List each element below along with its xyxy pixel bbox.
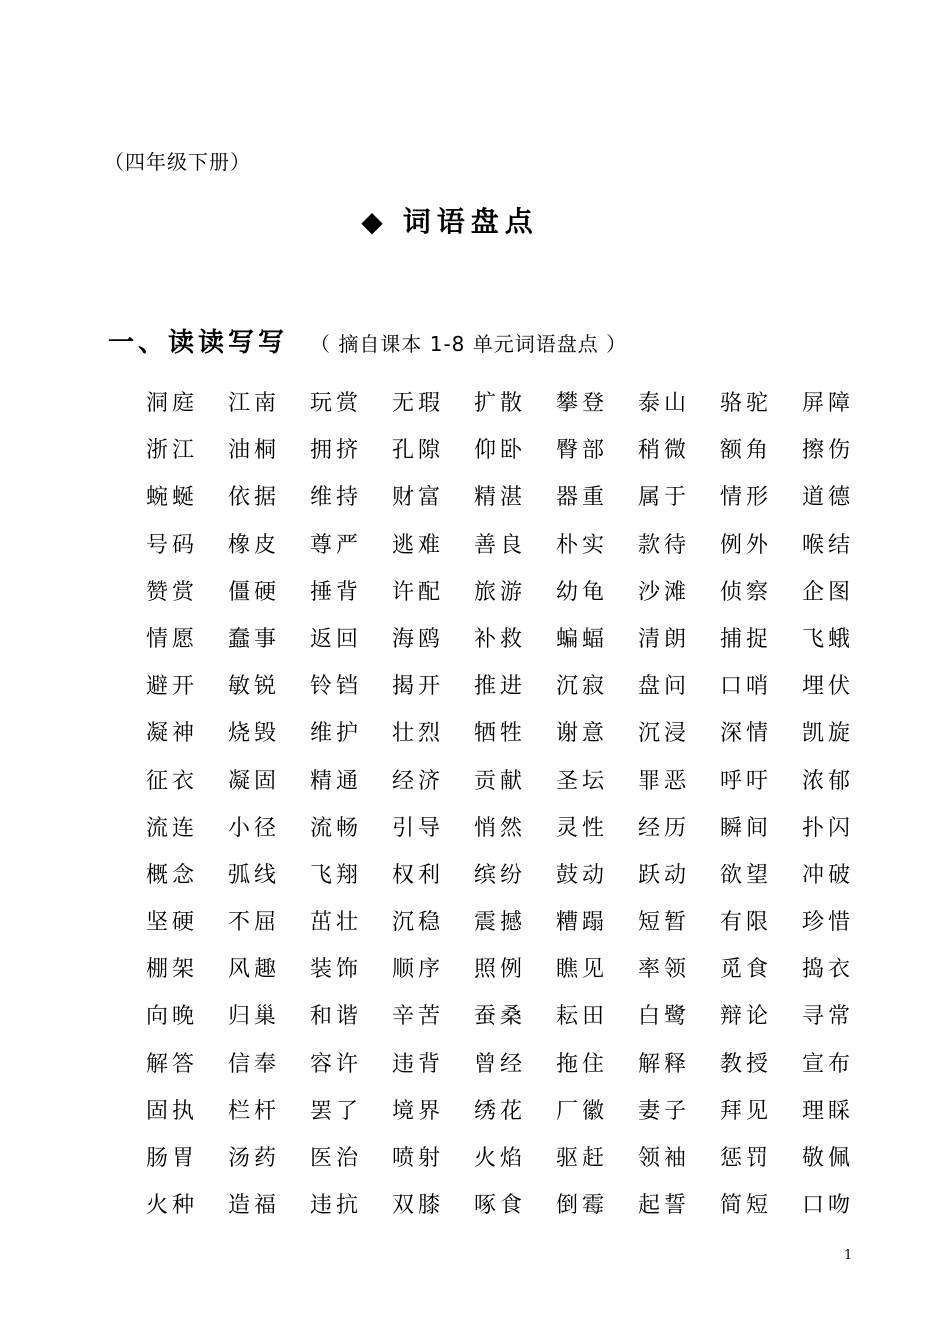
word-item: 玩赏 — [310, 391, 363, 416]
word-item: 沉稳 — [392, 910, 445, 936]
word-item: 概念 — [146, 862, 199, 888]
word-item: 教授 — [720, 1051, 773, 1077]
word-item: 风趣 — [228, 957, 281, 983]
section-heading-text: 一、读读写写 — [108, 328, 289, 358]
word-item: 照例 — [474, 957, 527, 983]
word-item: 归巢 — [228, 1004, 281, 1030]
word-item: 不屈 — [228, 910, 281, 936]
word-item: 火焰 — [474, 1146, 527, 1171]
word-item: 扩散 — [474, 391, 527, 416]
word-item: 例外 — [720, 532, 773, 558]
word-item: 尊严 — [310, 532, 363, 558]
word-item: 孔隙 — [392, 438, 445, 464]
word-item: 口吻 — [802, 1193, 855, 1219]
word-item: 擦伤 — [802, 438, 855, 464]
word-item: 避开 — [146, 674, 199, 700]
word-item: 辛苦 — [392, 1004, 445, 1030]
word-item: 扑闪 — [802, 815, 855, 841]
word-item: 骆驼 — [720, 391, 773, 416]
word-item: 肠胃 — [146, 1146, 199, 1171]
word-item: 铃铛 — [310, 674, 363, 700]
word-item: 和谐 — [310, 1004, 363, 1030]
word-item: 额角 — [720, 438, 773, 464]
word-item: 泰山 — [638, 391, 691, 416]
word-item: 稍微 — [638, 438, 691, 464]
word-item: 圣坛 — [556, 768, 609, 794]
word-item: 许配 — [392, 579, 445, 605]
diamond-icon: ◆ — [361, 205, 389, 238]
page-number: 1 — [844, 1248, 853, 1263]
word-item: 幼龟 — [556, 579, 609, 605]
word-item: 善良 — [474, 532, 527, 558]
word-item: 境界 — [392, 1098, 445, 1124]
word-item: 返回 — [310, 626, 363, 652]
word-item: 起誓 — [638, 1193, 691, 1219]
word-item: 欲望 — [720, 862, 773, 888]
word-item: 罢了 — [310, 1098, 363, 1124]
word-item: 驱赶 — [556, 1146, 609, 1171]
section-heading — [108, 322, 627, 359]
word-item: 海鸥 — [392, 626, 445, 652]
word-item: 领袖 — [638, 1146, 691, 1171]
word-item: 跃动 — [638, 862, 691, 888]
word-item: 率领 — [638, 957, 691, 983]
word-item: 惩罚 — [720, 1146, 773, 1171]
word-item: 蝙蝠 — [556, 626, 609, 652]
word-item: 橡皮 — [228, 532, 281, 558]
section-note: （ 摘自课本 1-8 单元词语盘点 ） — [310, 332, 628, 356]
word-item: 经历 — [638, 815, 691, 841]
word-item: 拥挤 — [310, 438, 363, 464]
word-item: 辩论 — [720, 1004, 773, 1030]
word-grid — [146, 380, 884, 1229]
word-item: 宣布 — [802, 1051, 855, 1077]
word-item: 企图 — [802, 579, 855, 605]
word-item: 信奉 — [228, 1051, 281, 1077]
word-item: 呼吁 — [720, 768, 773, 794]
word-item: 攀登 — [556, 391, 609, 416]
word-item: 飞蛾 — [802, 626, 855, 652]
word-item: 容许 — [310, 1051, 363, 1077]
word-item: 财富 — [392, 485, 445, 511]
word-item: 依据 — [228, 485, 281, 511]
word-item: 曾经 — [474, 1051, 527, 1077]
word-item: 坚硬 — [146, 910, 199, 936]
word-item: 违背 — [392, 1051, 445, 1077]
word-item: 汤药 — [228, 1146, 281, 1171]
word-item: 浙江 — [146, 438, 199, 464]
word-item: 补救 — [474, 626, 527, 652]
word-item: 捶背 — [310, 579, 363, 605]
word-item: 造福 — [228, 1193, 281, 1219]
word-item: 情愿 — [146, 626, 199, 652]
word-item: 揭开 — [392, 674, 445, 700]
word-item: 耘田 — [556, 1004, 609, 1030]
word-item: 埋伏 — [802, 674, 855, 700]
grade-label: （四年级下册） — [104, 150, 251, 174]
word-item: 厂徽 — [556, 1098, 609, 1124]
word-item: 医治 — [310, 1146, 363, 1171]
word-item: 仰卧 — [474, 438, 527, 464]
word-item: 蜿蜒 — [146, 485, 199, 511]
word-item: 喷射 — [392, 1146, 445, 1171]
word-item: 喉结 — [802, 532, 855, 558]
word-item: 觅食 — [720, 957, 773, 983]
word-item: 烧毁 — [228, 721, 281, 747]
word-item: 小径 — [228, 815, 281, 841]
word-item: 装饰 — [310, 957, 363, 983]
word-item: 珍惜 — [802, 910, 855, 936]
word-item: 双膝 — [392, 1193, 445, 1219]
word-item: 沉浸 — [638, 721, 691, 747]
word-item: 蠢事 — [228, 626, 281, 652]
word-item: 糟蹋 — [556, 910, 609, 936]
word-item: 瞧见 — [556, 957, 609, 983]
word-item: 白鹭 — [638, 1004, 691, 1030]
word-item: 油桐 — [228, 438, 281, 464]
word-item: 号码 — [146, 532, 199, 558]
word-item: 口哨 — [720, 674, 773, 700]
word-item: 缤纷 — [474, 862, 527, 888]
page-title — [0, 200, 900, 240]
word-item: 流畅 — [310, 815, 363, 841]
word-item: 凝固 — [228, 768, 281, 794]
word-item: 拖住 — [556, 1051, 609, 1077]
word-item: 有限 — [720, 910, 773, 936]
page-title-text: 词语盘点 — [402, 205, 539, 238]
word-item: 蚕桑 — [474, 1004, 527, 1030]
word-item: 敏锐 — [228, 674, 281, 700]
word-item: 浓郁 — [802, 768, 855, 794]
word-item: 征衣 — [146, 768, 199, 794]
word-item: 侦察 — [720, 579, 773, 605]
word-item: 僵硬 — [228, 579, 281, 605]
word-item: 飞翔 — [310, 862, 363, 888]
word-item: 沉寂 — [556, 674, 609, 700]
word-item: 茁壮 — [310, 910, 363, 936]
word-item: 捣衣 — [802, 957, 855, 983]
word-item: 敬佩 — [802, 1146, 855, 1171]
word-item: 寻常 — [802, 1004, 855, 1030]
word-item: 沙滩 — [638, 579, 691, 605]
word-item: 朴实 — [556, 532, 609, 558]
word-item: 牺牲 — [474, 721, 527, 747]
word-item: 火种 — [146, 1193, 199, 1219]
word-item: 凝神 — [146, 721, 199, 747]
word-item: 啄食 — [474, 1193, 527, 1219]
word-item: 臀部 — [556, 438, 609, 464]
word-item: 鼓动 — [556, 862, 609, 888]
word-item: 顺序 — [392, 957, 445, 983]
word-item: 灵性 — [556, 815, 609, 841]
word-item: 贡献 — [474, 768, 527, 794]
word-item: 推进 — [474, 674, 527, 700]
word-item: 洞庭 — [146, 391, 199, 416]
word-item: 解答 — [146, 1051, 199, 1077]
word-item: 情形 — [720, 485, 773, 511]
word-item: 栏杆 — [228, 1098, 281, 1124]
word-item: 固执 — [146, 1098, 199, 1124]
word-item: 精湛 — [474, 485, 527, 511]
word-item: 弧线 — [228, 862, 281, 888]
word-item: 妻子 — [638, 1098, 691, 1124]
word-item: 江南 — [228, 391, 281, 416]
word-item: 震撼 — [474, 910, 527, 936]
word-item: 旅游 — [474, 579, 527, 605]
word-item: 理睬 — [802, 1098, 855, 1124]
word-item: 拜见 — [720, 1098, 773, 1124]
word-item: 流连 — [146, 815, 199, 841]
word-item: 属于 — [638, 485, 691, 511]
word-item: 简短 — [720, 1193, 773, 1219]
word-item: 违抗 — [310, 1193, 363, 1219]
word-item: 壮烈 — [392, 721, 445, 747]
word-item: 绣花 — [474, 1098, 527, 1124]
word-item: 深情 — [720, 721, 773, 747]
word-item: 瞬间 — [720, 815, 773, 841]
word-item: 屏障 — [802, 391, 855, 416]
word-item: 器重 — [556, 485, 609, 511]
word-item: 款待 — [638, 532, 691, 558]
word-item: 罪恶 — [638, 768, 691, 794]
word-item: 短暂 — [638, 910, 691, 936]
word-item: 维护 — [310, 721, 363, 747]
word-item: 维持 — [310, 485, 363, 511]
word-item: 凯旋 — [802, 721, 855, 747]
word-item: 解释 — [638, 1051, 691, 1077]
word-item: 赞赏 — [146, 579, 199, 605]
word-item: 清朗 — [638, 626, 691, 652]
word-item: 道德 — [802, 485, 855, 511]
word-item: 棚架 — [146, 957, 199, 983]
word-item: 冲破 — [802, 862, 855, 888]
word-item: 精通 — [310, 768, 363, 794]
word-item: 经济 — [392, 768, 445, 794]
word-item: 谢意 — [556, 721, 609, 747]
word-item: 无瑕 — [392, 391, 445, 416]
word-item: 悄然 — [474, 815, 527, 841]
word-item: 盘问 — [638, 674, 691, 700]
word-item: 向晚 — [146, 1004, 199, 1030]
word-item: 逃难 — [392, 532, 445, 558]
word-item: 引导 — [392, 815, 445, 841]
word-item: 权利 — [392, 862, 445, 888]
word-item: 倒霉 — [556, 1193, 609, 1219]
word-item: 捕捉 — [720, 626, 773, 652]
